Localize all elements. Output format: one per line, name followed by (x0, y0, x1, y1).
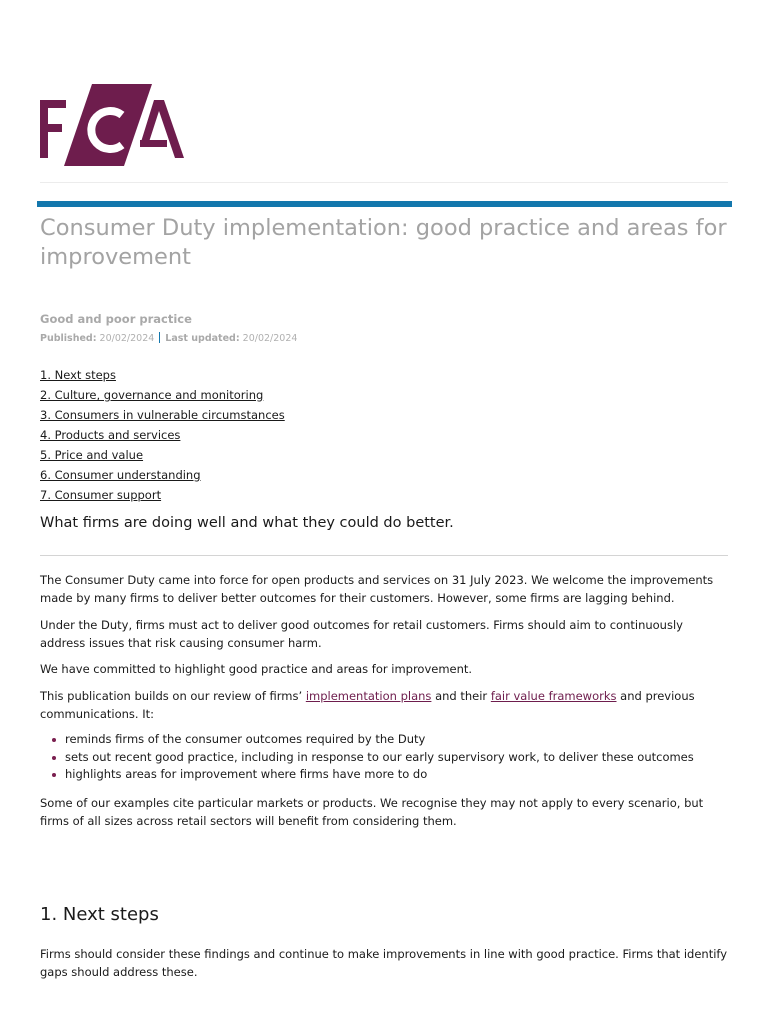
toc-link-consumer-understanding[interactable]: 6. Consumer understanding (40, 468, 201, 482)
published-label: Published: (40, 333, 97, 344)
toc-item (40, 446, 285, 466)
table-of-contents (40, 366, 285, 506)
toc-link-next-steps[interactable]: 1. Next steps (40, 368, 116, 382)
summary-text: What firms are doing well and what they could do better. (40, 515, 454, 531)
publication-aims-list (40, 731, 694, 784)
commitment-paragraph: We have committed to highlight good practice and areas for improvement. (40, 662, 473, 676)
publication-text-mid: and their (431, 689, 491, 703)
publication-paragraph (40, 687, 730, 723)
toc-item (40, 406, 285, 426)
published-date: 20/02/2024 (99, 333, 155, 344)
toc-link-products-services[interactable]: 4. Products and services (40, 428, 181, 442)
toc-link-price-value[interactable]: 5. Price and value (40, 448, 144, 462)
page-subtitle: Good and poor practice (40, 312, 192, 326)
accent-bar (37, 201, 732, 207)
toc-link-culture-governance[interactable]: 2. Culture, governance and monitoring (40, 388, 264, 402)
content-divider (40, 555, 728, 556)
meta-separator (159, 332, 160, 343)
fca-logo[interactable] (40, 84, 186, 166)
updated-label: Last updated: (165, 333, 240, 344)
updated-date: 20/02/2024 (242, 333, 298, 344)
toc-link-vulnerable-consumers[interactable]: 3. Consumers in vulnerable circumstances (40, 408, 285, 422)
toc-item (40, 486, 285, 506)
toc-item (40, 426, 285, 446)
publication-text-end: and previous communications. It: (40, 689, 695, 721)
fca-logo-mark (40, 84, 186, 166)
examples-paragraph: Some of our examples cite particular markets or products. We recognise they may not apply to every scenario, but firms of all sizes across retail sectors will benefit from considering them. (40, 796, 704, 828)
publication-text-start: This publication builds on our review of firms’ (40, 689, 306, 703)
section-heading-next-steps: 1. Next steps (40, 904, 159, 925)
header-divider (40, 182, 728, 183)
implementation-plans-link[interactable]: implementation plans (305, 689, 432, 703)
toc-item (40, 466, 285, 486)
list-item: reminds firms of the consumer outcomes required by the Duty (40, 731, 694, 749)
toc-item (40, 366, 285, 386)
intro-paragraph: The Consumer Duty came into force for open products and services on 31 July 2023. We welcome the improvements made by many firms to deliver better outcomes for their customers. However, some firms are lagging behind. (40, 573, 714, 605)
publication-meta (40, 332, 297, 344)
list-item: highlights areas for improvement where firms have more to do (40, 766, 694, 784)
page-title: Consumer Duty implementation: good practice and areas for improvement (40, 215, 727, 270)
next-steps-paragraph: Firms should consider these findings and continue to make improvements in line with good practice. Firms that identify gaps should address these. (40, 947, 728, 979)
list-item: sets out recent good practice, including in response to our early supervisory work, to deliver these outcomes (40, 749, 694, 767)
duty-paragraph: Under the Duty, firms must act to deliver good outcomes for retail customers. Firms should aim to continuously address issues that risk causing consumer harm. (40, 618, 683, 650)
toc-item (40, 386, 285, 406)
toc-link-consumer-support[interactable]: 7. Consumer support (40, 488, 162, 502)
fair-value-frameworks-link[interactable]: fair value frameworks (490, 689, 617, 703)
